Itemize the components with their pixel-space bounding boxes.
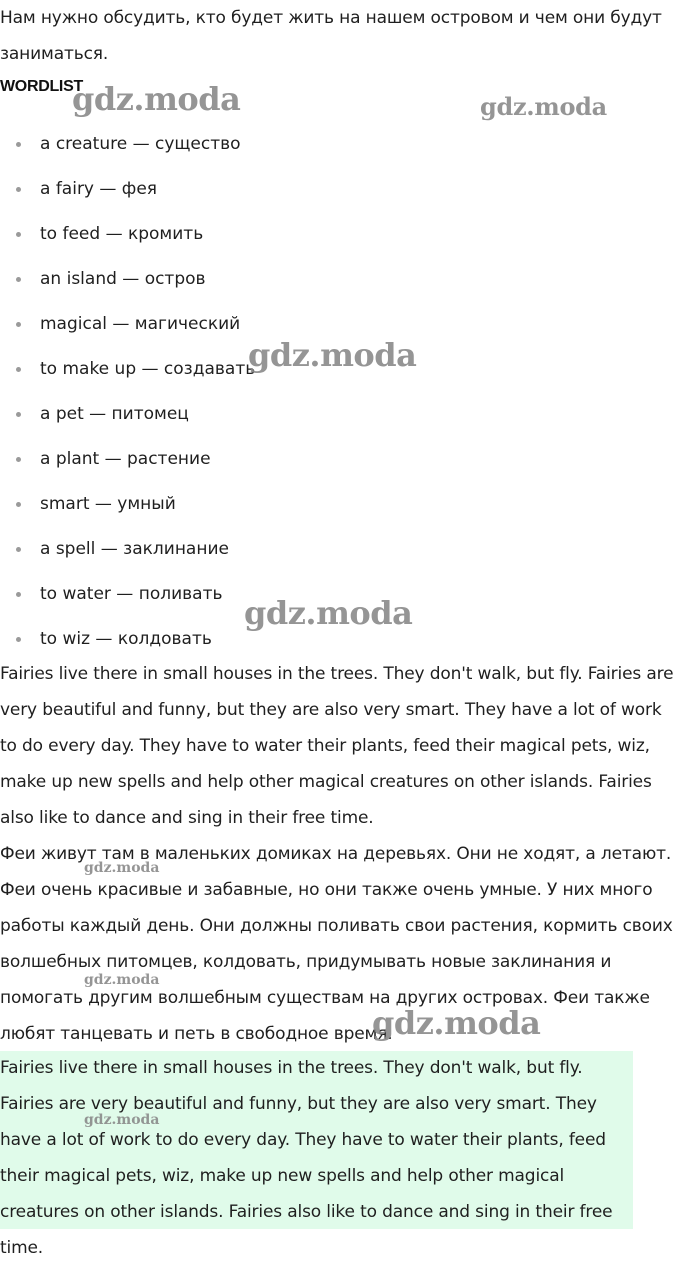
- bullet-icon: [16, 232, 21, 237]
- bullet-icon: [16, 277, 21, 282]
- list-item-text: to feed — кромить: [40, 224, 204, 244]
- watermark-logo: gdz.moda: [480, 92, 607, 121]
- english-paragraph: Fairies live there in small houses in the trees. They don't walk, but fly. Fairies are very beautiful and funny, but they are also very smart. They have a lot of work to do every day. They have to water their plants, feed their magical pets, wiz, make up new spells and help other magical creatures on other islands. Fairies also like to dance and sing in their free time.: [0, 664, 674, 828]
- bullet-icon: [16, 187, 21, 192]
- watermark-logo: gdz.moda: [84, 972, 160, 988]
- list-item: [0, 306, 255, 351]
- list-item-text: to wiz — колдовать: [40, 629, 212, 649]
- russian-paragraph: Феи живут там в маленьких домиках на деревьях. Они не ходят, а летают. Феи очень красивые и забавные, но они также очень умные. У них много работы каждый день. Они должны поливать свои растения, кормить своих волшебных питомцев, колдовать, придумывать новые заклинания и помогать другим волшебным существам на других островах. Феи также любят танцевать и петь в свободное время.: [0, 844, 673, 1044]
- list-item: [0, 261, 255, 306]
- watermark-logo: gdz.moda: [244, 594, 413, 632]
- list-item-text: magical — магический: [40, 314, 241, 334]
- bullet-icon: [16, 502, 21, 507]
- bullet-icon: [16, 412, 21, 417]
- bullet-icon: [16, 457, 21, 462]
- list-item: [0, 576, 255, 621]
- watermark-logo: gdz.moda: [72, 80, 241, 118]
- bullet-icon: [16, 322, 21, 327]
- bullet-icon: [16, 142, 21, 147]
- list-item: [0, 171, 255, 216]
- bullet-icon: [16, 637, 21, 642]
- list-item-text: smart — умный: [40, 494, 176, 514]
- watermark-logo: gdz.moda: [84, 1112, 160, 1128]
- bullet-icon: [16, 547, 21, 552]
- list-item-text: a pet — питомец: [40, 404, 189, 424]
- list-item-text: a plant — растение: [40, 449, 211, 469]
- list-item-text: a fairy — фея: [40, 179, 158, 199]
- list-item: [0, 126, 255, 171]
- wordlist-heading: WORDLIST: [0, 78, 83, 95]
- wordlist: [0, 126, 255, 666]
- list-item: [0, 216, 255, 261]
- watermark-logo: gdz.moda: [372, 1004, 541, 1042]
- list-item: [0, 531, 255, 576]
- list-item: [0, 441, 255, 486]
- list-item-text: a spell — заклинание: [40, 539, 229, 559]
- watermark-logo: gdz.moda: [84, 860, 160, 876]
- intro-paragraph: Нам нужно обсудить, кто будет жить на нашем островом и чем они будут заниматься.: [0, 8, 662, 64]
- list-item: [0, 396, 255, 441]
- list-item-text: to water — поливать: [40, 584, 223, 604]
- list-item: [0, 486, 255, 531]
- list-item-text: an island — остров: [40, 269, 206, 289]
- list-item-text: to make up — создавать: [40, 359, 256, 379]
- watermark-logo: gdz.moda: [248, 336, 417, 374]
- list-item-text: a creature — существо: [40, 134, 241, 154]
- bullet-icon: [16, 592, 21, 597]
- bullet-icon: [16, 367, 21, 372]
- list-item: [0, 351, 255, 396]
- highlighted-paragraph: Fairies live there in small houses in the trees. They don't walk, but fly. Fairies are very beautiful and funny, but they are also very smart. They have a lot of work to do every day. They have to water their plants, feed their magical pets, wiz, make up new spells and help other magical creatures on other islands. Fairies also like to dance and sing in their free time.: [0, 1058, 613, 1258]
